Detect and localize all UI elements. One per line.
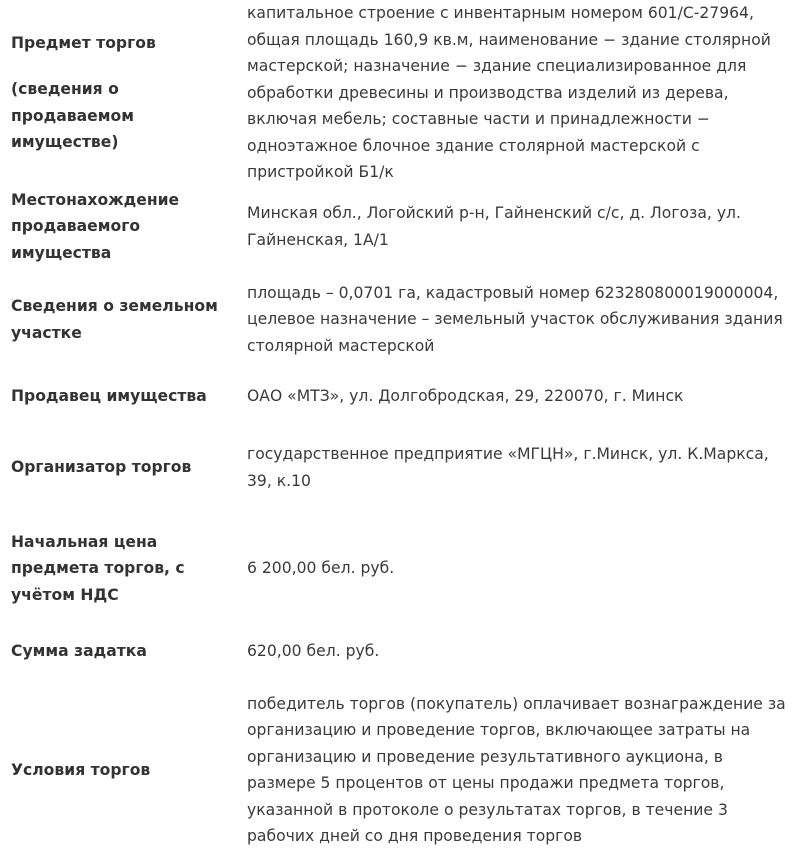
row-label: Условия торгов — [11, 760, 151, 779]
table-row-deposit — [0, 624, 796, 679]
row-value: 6 200,00 бел. руб. — [247, 559, 395, 578]
row-label: Организатор торгов — [11, 458, 192, 477]
row-value: площадь – 0,0701 га, кадастровый номер 623280800019000004, целевое назначение – земельный участок обслуживания здания столярной мастерской — [247, 283, 783, 355]
row-label: Продавец имущества — [11, 387, 207, 406]
row-value: 620,00 бел. руб. — [247, 641, 380, 660]
row-label-text: Предмет торгов — [11, 33, 156, 52]
row-label: Сумма задатка — [11, 641, 147, 660]
row-label: Сведения о земельном участке — [11, 297, 218, 342]
row-label-subtext: (сведения о продаваемом имуществе) — [11, 80, 134, 152]
table-row-subject — [0, 0, 796, 186]
table-row-organizer — [0, 422, 796, 514]
row-label: Начальная цена предмета торгов, с учётом НДС — [11, 532, 185, 604]
row-value: капитальное строение с инвентарным номером 601/С-27964, общая площадь 160,9 кв.м, наименование − здание столярной мастерской; назначение − здание специализированное для обработки древесины и производства изделий из дерева, включая мебель; составные части и принадлежности − одноэтажное блочное здание столярной мастерской с пристройкой Б1/к — [247, 4, 771, 181]
row-value: ОАО «МТЗ», ул. Долгобродская, 29, 220070, г. Минск — [247, 387, 684, 406]
row-value: победитель торгов (покупатель) оплачивает вознаграждение за организацию и проведение торгов, включающее затраты на организацию и проведение результативного аукциона, в размере 5 процентов от цены продажи предмета торгов, указанной в протоколе о результатах торгов, в течение 3 рабочих дней со дня проведения торгов — [247, 694, 786, 845]
table-row-starting-price — [0, 514, 796, 624]
table-row-seller — [0, 372, 796, 422]
row-value: Минская обл., Логойский р-н, Гайненский с/с, д. Логоза, ул. Гайненская, 1А/1 — [247, 204, 741, 249]
row-value: государственное предприятие «МГЦН», г.Минск, ул. К.Маркса, 39, к.10 — [247, 445, 769, 490]
table-row-land-plot — [0, 268, 796, 372]
table-row-terms — [0, 679, 796, 862]
table-row-location — [0, 186, 796, 268]
row-label — [0, 0, 238, 186]
row-label: Местонахождение продаваемого имущества — [11, 190, 180, 262]
